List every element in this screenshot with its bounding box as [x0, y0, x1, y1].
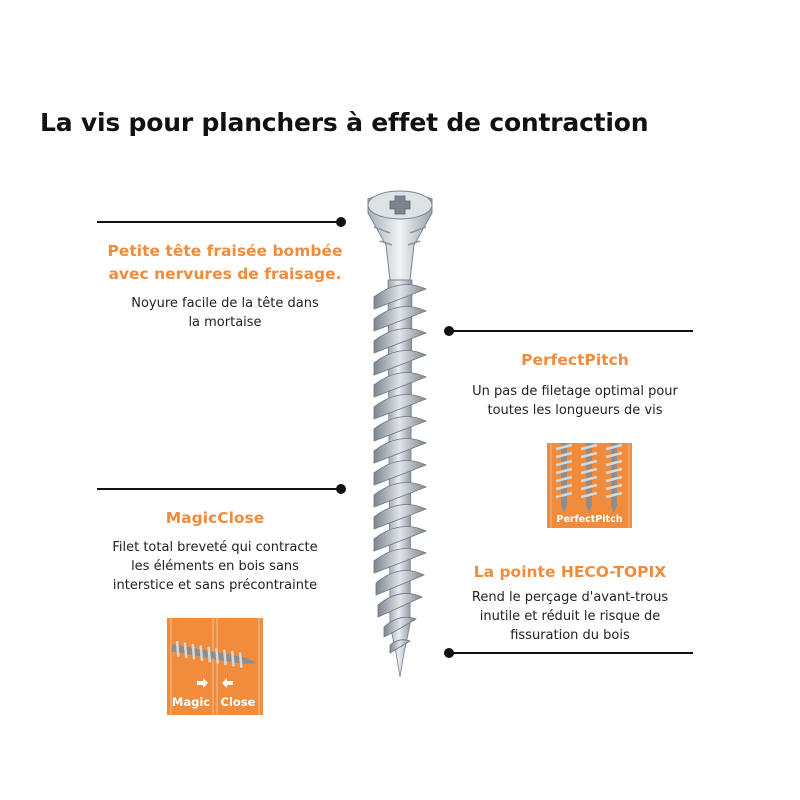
topix-description: [422, 588, 718, 645]
screw-threads: [374, 285, 426, 654]
perfectpitch-desc-line1: Un pas de filetage optimal pour: [472, 384, 678, 399]
head-feature-title: [80, 240, 370, 286]
magicclose-title: MagicClose: [165, 509, 265, 527]
magicclose-badge: [167, 618, 263, 715]
perfectpitch-description: [435, 382, 715, 420]
topix-desc-line2: inutile et réduit le risque de: [479, 609, 661, 624]
magicclose-desc-line1: Filet total breveté qui contracte: [112, 540, 318, 555]
perfectpitch-badge: [547, 443, 632, 528]
page-title: La vis pour planchers à effet de contraction: [40, 108, 649, 137]
magicclose-callout-line: [97, 488, 340, 490]
magicclose-badge-label-left: Magic: [171, 695, 211, 709]
perfectpitch-desc-line2: toutes les longueurs de vis: [487, 403, 663, 418]
topix-desc-line3: fissuration du bois: [510, 628, 630, 643]
magicclose-badge-label-right: Close: [220, 695, 256, 709]
head-feature-desc-line2: la mortaise: [188, 315, 262, 330]
topix-desc-line1: Rend le perçage d'avant-trous: [471, 590, 669, 605]
magicclose-desc-line3: interstice et sans précontrainte: [112, 578, 318, 593]
head-callout-line: [97, 221, 340, 223]
head-feature-title-line2: avec nervures de fraisage.: [108, 265, 342, 283]
screw-illustration: [340, 185, 460, 680]
perfectpitch-badge-label: PerfectPitch: [556, 514, 623, 525]
head-feature-description: [80, 294, 370, 332]
magicclose-description: [70, 538, 360, 595]
topix-title: La pointe HECO-TOPIX: [473, 563, 667, 581]
perfectpitch-title: PerfectPitch: [521, 351, 629, 369]
screw-head: [368, 191, 432, 280]
perfectpitch-badge-screws-icon: [556, 443, 622, 513]
topix-callout-line: [449, 652, 693, 654]
head-feature-desc-line1: Noyure facile de la tête dans: [131, 296, 319, 311]
pitch-callout-line: [449, 330, 693, 332]
head-feature-title-line1: Petite tête fraisée bombée: [107, 242, 343, 260]
magicclose-desc-line2: les éléments en bois sans: [131, 559, 299, 574]
